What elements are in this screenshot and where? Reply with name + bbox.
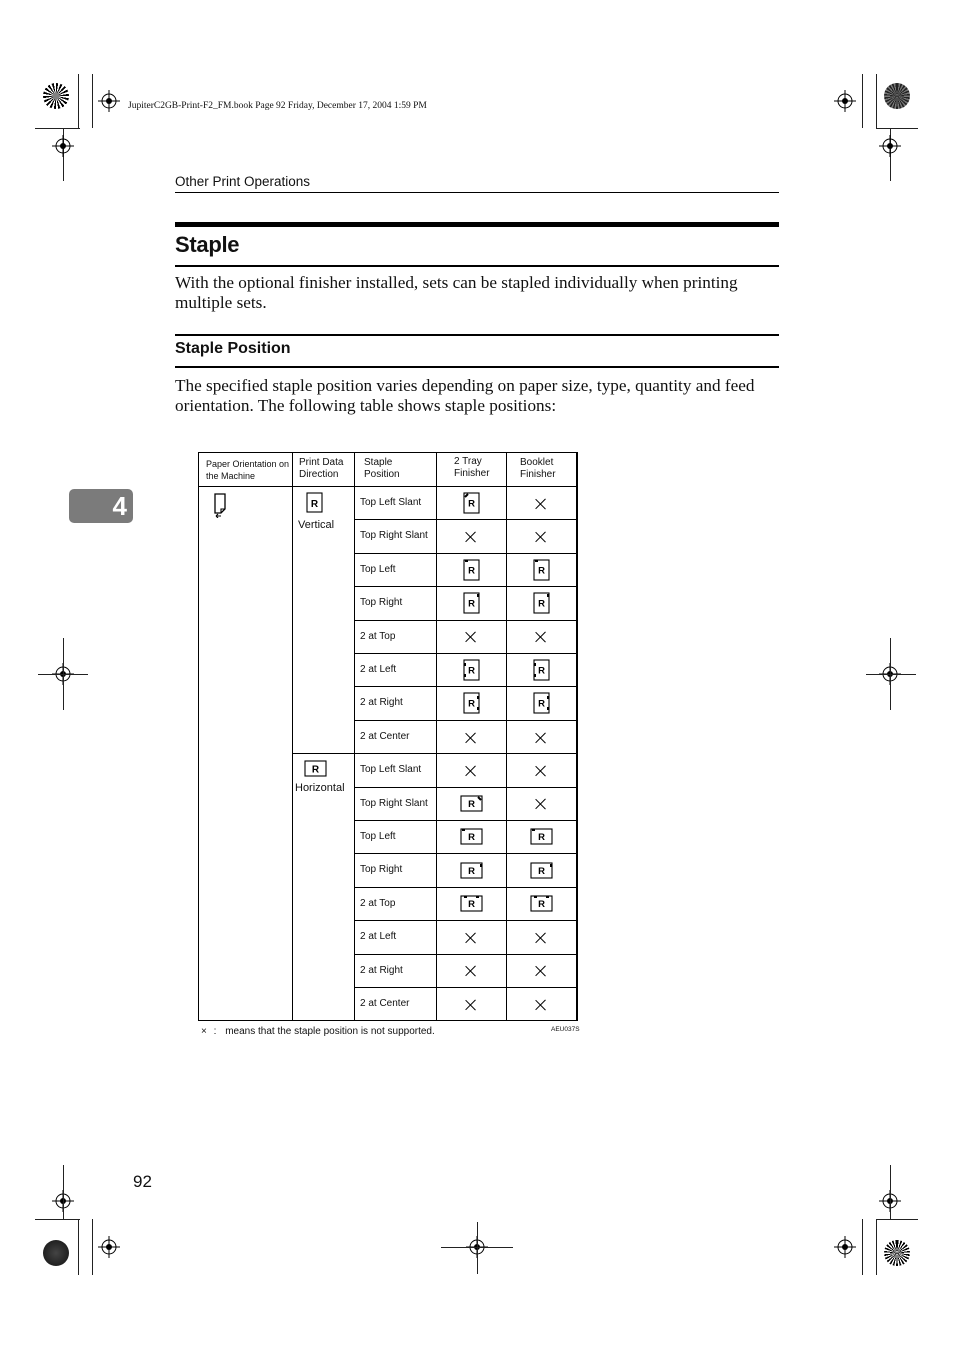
svg-text:R: R: [537, 865, 545, 877]
booklet-top-left-staple-icon: [529, 827, 554, 851]
color-rosette-icon: [43, 1240, 69, 1266]
color-rosette-icon: [884, 1240, 910, 1266]
booklet-2-right-staple-icon: [532, 691, 551, 720]
row-divider: [354, 686, 578, 687]
tray-not-supported-icon: [464, 931, 478, 945]
booklet-2-top-staple-icon: [529, 894, 554, 918]
footnote-text: means that the staple position is not supported.: [225, 1026, 435, 1037]
svg-text:R: R: [311, 764, 320, 776]
registration-mark-icon: [834, 90, 856, 112]
staple-position-label: Top Left Slant: [360, 497, 422, 508]
booklet-not-supported-icon: [534, 530, 548, 544]
svg-text:R: R: [467, 698, 475, 710]
svg-text:R: R: [467, 832, 475, 844]
svg-text:R: R: [537, 665, 545, 677]
staple-position-label: 2 at Right: [360, 697, 403, 709]
header-staple-position: Staple Position: [364, 457, 400, 480]
subsection-title: Staple Position: [175, 340, 291, 357]
svg-text:R: R: [537, 698, 545, 710]
row-divider: [354, 787, 578, 788]
svg-text:R: R: [467, 565, 475, 576]
staple-position-label: 2 at Left: [360, 931, 397, 943]
tray-not-supported-icon: [464, 530, 478, 544]
booklet-not-supported-icon: [534, 797, 548, 811]
booklet-not-supported-icon: [534, 731, 548, 745]
chapter-tab: 4: [69, 489, 133, 523]
row-divider: [354, 620, 578, 621]
svg-text:R: R: [467, 498, 475, 510]
row-divider: [292, 753, 578, 754]
tray-top-left-slant-staple-icon: [462, 491, 481, 520]
booklet-not-supported-icon: [534, 497, 548, 511]
staple-position-label: 2 at Center: [360, 998, 410, 1009]
tray-2-left-staple-icon: [462, 658, 481, 687]
color-rosette-icon: [43, 83, 69, 109]
registration-mark-icon: [834, 1236, 856, 1258]
direction-vertical-label: Vertical: [298, 519, 335, 531]
booklet-not-supported-icon: [534, 998, 548, 1012]
row-divider: [354, 519, 578, 520]
tray-not-supported-icon: [464, 731, 478, 745]
row-divider: [354, 853, 578, 854]
row-divider: [354, 887, 578, 888]
section-title: Staple: [175, 232, 240, 257]
header-print-direction: Print Data Direction: [299, 457, 344, 480]
svg-text:R: R: [537, 899, 545, 910]
tray-top-right-slant-staple-icon: [459, 794, 484, 818]
tray-top-right-staple-icon: [462, 591, 481, 620]
staple-position-label: Top Left: [360, 563, 396, 575]
header-paper-orientation: Paper Orientation on the Machine: [206, 459, 290, 481]
staple-position-label: Top Left Slant: [360, 764, 422, 776]
row-divider: [354, 987, 578, 988]
svg-text:R: R: [467, 598, 475, 610]
tray-not-supported-icon: [464, 764, 478, 778]
tray-not-supported-icon: [464, 630, 478, 644]
horizontal-direction-icon: [304, 760, 328, 783]
booklet-not-supported-icon: [534, 931, 548, 945]
registration-mark-icon: [52, 135, 74, 157]
staple-position-label: 2 at Right: [360, 964, 403, 976]
row-divider: [354, 820, 578, 821]
svg-text:R: R: [467, 665, 475, 677]
svg-text:R: R: [537, 565, 545, 576]
header-rule: [175, 192, 779, 193]
tray-top-left-staple-icon: [462, 558, 481, 587]
section-top-rule: [175, 222, 779, 227]
registration-mark-icon: [98, 90, 120, 112]
staple-position-label: Top Right Slant: [360, 530, 428, 542]
staple-position-table: [198, 452, 578, 1021]
staple-position-label: 2 at Center: [360, 730, 410, 742]
tray-not-supported-icon: [464, 964, 478, 978]
section-intro: With the optional finisher installed, sets can be stapled individually when printing multiple sets.: [175, 273, 738, 312]
staple-position-label: 2 at Top: [360, 897, 396, 909]
header-2-tray-finisher: 2 Tray Finisher: [454, 456, 490, 479]
booklet-2-left-staple-icon: [532, 658, 551, 687]
booklet-top-right-staple-icon: [529, 861, 554, 885]
tray-not-supported-icon: [464, 998, 478, 1012]
row-divider: [354, 586, 578, 587]
subsection-bottom-rule: [175, 366, 779, 368]
row-divider: [354, 653, 578, 654]
svg-text:R: R: [537, 832, 545, 844]
color-rosette-icon: [884, 83, 910, 109]
staple-position-label: Top Right: [360, 864, 403, 876]
subsection-top-rule: [175, 334, 779, 336]
page-number: 92: [133, 1172, 152, 1191]
staple-position-label: Top Left: [360, 831, 396, 842]
footnote: × : means that the staple position is not supported.: [201, 1026, 435, 1037]
vertical-direction-icon: [306, 492, 324, 519]
svg-text:R: R: [310, 499, 319, 510]
not-supported-symbol: ×: [201, 1026, 207, 1037]
subsection-intro: The specified staple position varies depending on paper size, type, quantity and feed orientation. The following table shows staple positions:: [175, 376, 755, 415]
svg-text:R: R: [467, 865, 475, 877]
row-divider: [354, 920, 578, 921]
booklet-top-left-staple-icon: [532, 558, 551, 587]
tray-2-right-staple-icon: [462, 691, 481, 720]
registration-mark-icon: [879, 135, 901, 157]
svg-text:R: R: [537, 598, 545, 610]
booklet-not-supported-icon: [534, 630, 548, 644]
tray-top-left-staple-icon: [459, 827, 484, 851]
direction-horizontal-label: Horizontal: [295, 782, 345, 794]
booklet-top-right-staple-icon: [532, 591, 551, 620]
staple-position-label: 2 at Left: [360, 664, 397, 675]
row-divider: [354, 954, 578, 955]
svg-text:R: R: [467, 798, 475, 810]
tray-top-right-staple-icon: [459, 861, 484, 885]
print-info-line: JupiterC2GB-Print-F2_FM.book Page 92 Friday, December 17, 2004 1:59 PM: [128, 101, 427, 111]
running-head: Other Print Operations: [175, 174, 311, 189]
staple-position-label: Top Right Slant: [360, 797, 428, 809]
booklet-not-supported-icon: [534, 964, 548, 978]
figure-code: AEU037S: [551, 1026, 580, 1033]
tray-2-top-staple-icon: [459, 894, 484, 918]
booklet-not-supported-icon: [534, 764, 548, 778]
paper-portrait-feed-icon: [212, 492, 230, 523]
registration-mark-icon: [98, 1236, 120, 1258]
row-divider: [354, 553, 578, 554]
row-divider: [354, 720, 578, 721]
svg-text:R: R: [467, 899, 475, 910]
header-booklet-finisher: Booklet Finisher: [520, 457, 556, 480]
section-bottom-rule: [175, 265, 779, 267]
staple-position-label: Top Right: [360, 597, 403, 609]
staple-position-label: 2 at Top: [360, 630, 396, 642]
